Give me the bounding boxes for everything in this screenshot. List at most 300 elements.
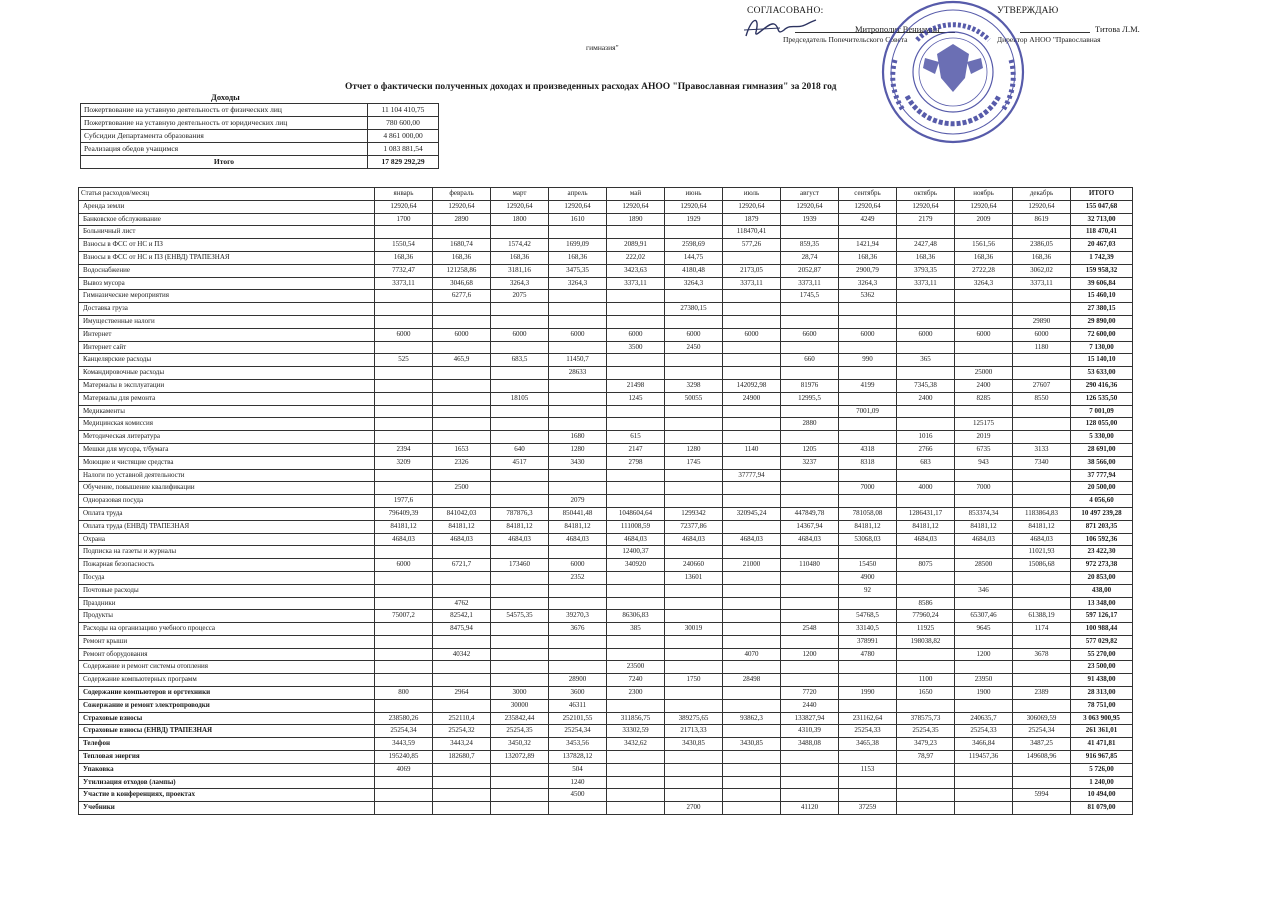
expense-month-value: 2079	[549, 495, 607, 508]
expense-row	[79, 392, 1133, 405]
expense-month-value	[549, 392, 607, 405]
expense-total: 38 566,00	[1071, 456, 1133, 469]
expense-month-value: 1240	[549, 776, 607, 789]
expense-month-value	[665, 661, 723, 674]
expense-month-value	[723, 341, 781, 354]
expense-month-value: 2400	[955, 379, 1013, 392]
expense-month-value	[607, 648, 665, 661]
expense-row	[79, 533, 1133, 546]
expense-month-value: 119457,36	[955, 751, 1013, 764]
expense-month-value	[549, 635, 607, 648]
expense-month-value	[723, 699, 781, 712]
expense-month-value: 3430	[549, 456, 607, 469]
expense-total: 916 967,85	[1071, 751, 1133, 764]
expense-month-value	[1013, 763, 1071, 776]
expense-month-value: 25000	[955, 367, 1013, 380]
expense-month-value: 3466,84	[955, 738, 1013, 751]
expense-month-value: 1183864,83	[1013, 507, 1071, 520]
expense-total: 972 273,38	[1071, 559, 1133, 572]
expense-month-value: 3298	[665, 379, 723, 392]
expense-month-value: 4684,03	[781, 533, 839, 546]
expense-month-value: 4684,03	[375, 533, 433, 546]
expense-month-value: 111008,59	[607, 520, 665, 533]
expense-month-value: 3264,3	[955, 277, 1013, 290]
expense-month-value: 11925	[897, 623, 955, 636]
expense-month-value	[549, 802, 607, 815]
expense-row	[79, 354, 1133, 367]
expense-month-value	[433, 315, 491, 328]
expense-month-value: 3264,3	[491, 277, 549, 290]
expense-month-value: 3475,35	[549, 264, 607, 277]
expense-month-value	[375, 623, 433, 636]
expense-month-value: 195240,85	[375, 751, 433, 764]
expense-month-value	[839, 392, 897, 405]
expense-month-value	[491, 495, 549, 508]
expense-month-value: 525	[375, 354, 433, 367]
expense-month-value: 12920,64	[607, 200, 665, 213]
expense-article: Интернет	[79, 328, 375, 341]
expense-total: 7 001,09	[1071, 405, 1133, 418]
expense-month-value: 683,5	[491, 354, 549, 367]
expense-month-value: 2700	[665, 802, 723, 815]
expense-month-value: 2766	[897, 443, 955, 456]
expense-month-value	[897, 699, 955, 712]
expense-article: Взносы в ФСС от НС и ПЗ	[79, 239, 375, 252]
expense-month-value: 2598,69	[665, 239, 723, 252]
expense-article: Сожержание и ремонт электропроводки	[79, 699, 375, 712]
expense-month-value: 21713,33	[665, 725, 723, 738]
expense-month-value: 850441,48	[549, 507, 607, 520]
expense-month-value: 25254,32	[433, 725, 491, 738]
expense-month-value	[375, 635, 433, 648]
expense-month-value	[897, 495, 955, 508]
expense-month-value	[897, 315, 955, 328]
expense-month-value: 943	[955, 456, 1013, 469]
expense-month-value: 15450	[839, 559, 897, 572]
expense-month-value	[607, 763, 665, 776]
expense-month-value: 18105	[491, 392, 549, 405]
expense-month-value: 853374,34	[955, 507, 1013, 520]
expense-month-value	[549, 341, 607, 354]
expense-month-value	[549, 648, 607, 661]
expense-month-value: 3450,32	[491, 738, 549, 751]
expense-month-value: 8318	[839, 456, 897, 469]
expense-month-value	[375, 379, 433, 392]
expense-month-value: 1990	[839, 687, 897, 700]
expense-month-value	[839, 226, 897, 239]
expense-month-value: 53068,03	[839, 533, 897, 546]
expense-month-value	[491, 379, 549, 392]
expense-article: Охрана	[79, 533, 375, 546]
expense-month-value	[375, 571, 433, 584]
expense-month-value: 2400	[897, 392, 955, 405]
expense-month-value: 168,36	[955, 251, 1013, 264]
expense-article: Учебники	[79, 802, 375, 815]
expense-month-value	[897, 303, 955, 316]
expense-month-value	[723, 354, 781, 367]
expense-month-value: 3678	[1013, 648, 1071, 661]
expense-month-value: 12920,64	[955, 200, 1013, 213]
expense-month-value	[491, 341, 549, 354]
expense-total: 261 361,01	[1071, 725, 1133, 738]
expense-month-value	[781, 610, 839, 623]
expense-month-value	[781, 482, 839, 495]
expense-month-value	[839, 674, 897, 687]
expense-month-value	[607, 597, 665, 610]
expense-month-value: 149608,96	[1013, 751, 1071, 764]
expense-month-value	[491, 469, 549, 482]
expense-month-value: 8550	[1013, 392, 1071, 405]
income-label: Субсидии Департамента образования	[81, 130, 368, 143]
expense-month-value: 6000	[375, 559, 433, 572]
expense-month-value: 1680	[549, 431, 607, 444]
expense-month-value: 82542,1	[433, 610, 491, 623]
expense-month-value	[1013, 571, 1071, 584]
expense-month-value	[549, 405, 607, 418]
expense-month-value: 37777,94	[723, 469, 781, 482]
expense-month-value: 132072,89	[491, 751, 549, 764]
expense-month-value: 12920,64	[433, 200, 491, 213]
expense-month-value: 9645	[955, 623, 1013, 636]
expense-month-value: 683	[897, 456, 955, 469]
expense-month-value	[607, 635, 665, 648]
expense-month-value: 3000	[491, 687, 549, 700]
expense-month-value	[955, 469, 1013, 482]
expense-month-value	[607, 802, 665, 815]
expense-month-value: 3430,85	[723, 738, 781, 751]
expense-month-value	[955, 776, 1013, 789]
expense-article: Одноразовая посуда	[79, 495, 375, 508]
expense-row	[79, 290, 1133, 303]
expense-row	[79, 674, 1133, 687]
expense-month-value: 781058,08	[839, 507, 897, 520]
expense-month-value: 3373,11	[375, 277, 433, 290]
expense-month-value: 168,36	[491, 251, 549, 264]
expense-month-value: 4199	[839, 379, 897, 392]
column-header-month: октябрь	[897, 188, 955, 201]
expense-month-value: 1977,6	[375, 495, 433, 508]
expense-month-value	[665, 226, 723, 239]
expense-month-value: 3373,11	[723, 277, 781, 290]
expense-month-value	[897, 571, 955, 584]
expense-month-value	[897, 290, 955, 303]
expense-row	[79, 635, 1133, 648]
expense-month-value	[491, 226, 549, 239]
expense-month-value	[723, 495, 781, 508]
expense-month-value	[839, 418, 897, 431]
expense-article: Утилизация отходов (лампы)	[79, 776, 375, 789]
expense-month-value: 25254,33	[839, 725, 897, 738]
expense-month-value: 11021,93	[1013, 546, 1071, 559]
expenses-header-row	[79, 188, 1133, 201]
expense-article: Банковское обслуживание	[79, 213, 375, 226]
expense-month-value	[723, 546, 781, 559]
expense-row	[79, 469, 1133, 482]
expense-month-value	[433, 763, 491, 776]
expense-article: Доставка груза	[79, 303, 375, 316]
expense-month-value	[781, 341, 839, 354]
expense-month-value	[839, 776, 897, 789]
expense-month-value: 168,36	[897, 251, 955, 264]
expense-month-value	[723, 635, 781, 648]
expense-month-value	[433, 571, 491, 584]
expense-month-value: 28498	[723, 674, 781, 687]
expense-month-value: 4684,03	[607, 533, 665, 546]
expense-month-value: 28,74	[781, 251, 839, 264]
expense-month-value: 12920,64	[723, 200, 781, 213]
expense-month-value	[781, 584, 839, 597]
expense-month-value: 1745	[665, 456, 723, 469]
expense-month-value	[375, 431, 433, 444]
expense-month-value	[665, 405, 723, 418]
expense-row	[79, 315, 1133, 328]
expense-month-value	[665, 776, 723, 789]
expense-row	[79, 725, 1133, 738]
expense-month-value	[665, 751, 723, 764]
column-header-month: июль	[723, 188, 781, 201]
expense-row	[79, 763, 1133, 776]
expense-month-value	[781, 674, 839, 687]
expense-month-value: 4684,03	[723, 533, 781, 546]
expense-month-value: 7340	[1013, 456, 1071, 469]
expense-total: 597 126,17	[1071, 610, 1133, 623]
expense-month-value	[897, 802, 955, 815]
expense-month-value: 660	[781, 354, 839, 367]
expense-month-value	[897, 418, 955, 431]
expense-month-value: 93862,3	[723, 712, 781, 725]
column-header-article: Статья расходов/месяц	[79, 188, 375, 201]
expense-month-value	[375, 802, 433, 815]
expense-month-value	[375, 776, 433, 789]
expense-article: Страховые взносы	[79, 712, 375, 725]
expense-article: Методическая литература	[79, 431, 375, 444]
expense-month-value	[375, 661, 433, 674]
expense-month-value: 29890	[1013, 315, 1071, 328]
expense-total: 5 726,00	[1071, 763, 1133, 776]
expense-month-value	[491, 648, 549, 661]
expense-month-value	[491, 776, 549, 789]
expense-month-value: 4310,39	[781, 725, 839, 738]
expense-month-value	[607, 354, 665, 367]
expense-month-value: 378991	[839, 635, 897, 648]
expense-month-value	[607, 571, 665, 584]
expense-month-value	[665, 789, 723, 802]
expense-month-value: 1699,09	[549, 239, 607, 252]
expense-row	[79, 431, 1133, 444]
expense-month-value: 8586	[897, 597, 955, 610]
expense-month-value: 1900	[955, 687, 1013, 700]
expense-month-value: 1890	[607, 213, 665, 226]
expense-month-value	[1013, 482, 1071, 495]
expense-month-value: 5362	[839, 290, 897, 303]
expense-row	[79, 379, 1133, 392]
expense-month-value: 3264,3	[665, 277, 723, 290]
expense-total: 1 742,39	[1071, 251, 1133, 264]
expense-article: Содержание компьютеров и оргтехники	[79, 687, 375, 700]
expense-month-value: 23500	[607, 661, 665, 674]
expense-month-value	[723, 763, 781, 776]
expense-row	[79, 776, 1133, 789]
expense-total: 871 203,35	[1071, 520, 1133, 533]
expense-month-value: 4070	[723, 648, 781, 661]
expense-total: 290 416,36	[1071, 379, 1133, 392]
expense-month-value: 7732,47	[375, 264, 433, 277]
expense-month-value	[607, 226, 665, 239]
expense-row	[79, 648, 1133, 661]
expense-month-value	[491, 674, 549, 687]
expense-month-value: 346	[955, 584, 1013, 597]
expense-month-value: 2052,87	[781, 264, 839, 277]
expense-month-value: 77960,24	[897, 610, 955, 623]
expense-month-value	[723, 687, 781, 700]
expense-row	[79, 559, 1133, 572]
expense-month-value	[375, 482, 433, 495]
income-label: Пожертвование на уставную деятельность от юридических лиц	[81, 117, 368, 130]
expense-month-value	[665, 610, 723, 623]
expense-article: Расходы на организацию учебного процесса	[79, 623, 375, 636]
expense-month-value: 12920,64	[665, 200, 723, 213]
expense-month-value: 1200	[955, 648, 1013, 661]
expense-month-value: 3487,25	[1013, 738, 1071, 751]
expense-row	[79, 699, 1133, 712]
expense-month-value	[665, 495, 723, 508]
expense-month-value	[549, 597, 607, 610]
expense-month-value: 2880	[781, 418, 839, 431]
expense-month-value	[607, 418, 665, 431]
income-total-value: 17 829 292,29	[368, 156, 439, 169]
expense-article: Почтовые расходы	[79, 584, 375, 597]
expense-article: Посуда	[79, 571, 375, 584]
expense-month-value: 41120	[781, 802, 839, 815]
expense-month-value: 8475,94	[433, 623, 491, 636]
expense-month-value	[375, 418, 433, 431]
expense-month-value: 1048604,64	[607, 507, 665, 520]
expense-month-value	[955, 290, 1013, 303]
expense-month-value: 3488,08	[781, 738, 839, 751]
expense-month-value: 12920,64	[1013, 200, 1071, 213]
expense-row	[79, 328, 1133, 341]
expense-month-value	[839, 495, 897, 508]
expense-month-value	[375, 405, 433, 418]
signatory-left-position: Председатель Попечительского Совета	[783, 35, 908, 44]
expense-month-value: 6000	[433, 328, 491, 341]
expense-month-value: 1680,74	[433, 239, 491, 252]
expense-month-value	[781, 546, 839, 559]
expense-month-value: 2722,28	[955, 264, 1013, 277]
expense-month-value	[665, 315, 723, 328]
expense-month-value: 23950	[955, 674, 1013, 687]
expense-month-value: 72377,86	[665, 520, 723, 533]
expense-month-value	[1013, 290, 1071, 303]
income-label: Пожертвование на уставную деятельность от физических лиц	[81, 104, 368, 117]
expense-month-value	[607, 303, 665, 316]
expense-month-value: 7001,09	[839, 405, 897, 418]
expense-month-value: 800	[375, 687, 433, 700]
expense-month-value	[665, 367, 723, 380]
expense-month-value: 11450,7	[549, 354, 607, 367]
expense-month-value	[665, 431, 723, 444]
expense-month-value: 4684,03	[665, 533, 723, 546]
expense-row	[79, 443, 1133, 456]
expense-month-value: 577,26	[723, 239, 781, 252]
expense-total: 23 500,00	[1071, 661, 1133, 674]
expense-total: 5 330,00	[1071, 431, 1133, 444]
expense-month-value	[549, 661, 607, 674]
expense-month-value	[491, 315, 549, 328]
expense-month-value: 28633	[549, 367, 607, 380]
expense-month-value	[607, 495, 665, 508]
expense-month-value: 4762	[433, 597, 491, 610]
expense-month-value	[433, 469, 491, 482]
expense-month-value: 92	[839, 584, 897, 597]
expense-month-value: 3430,85	[665, 738, 723, 751]
expense-month-value	[723, 418, 781, 431]
expense-month-value: 990	[839, 354, 897, 367]
expense-month-value: 3209	[375, 456, 433, 469]
expense-row	[79, 264, 1133, 277]
expense-month-value	[781, 367, 839, 380]
expense-month-value: 1016	[897, 431, 955, 444]
expense-month-value: 3181,16	[491, 264, 549, 277]
expense-month-value: 198038,82	[897, 635, 955, 648]
expense-month-value: 2089,91	[607, 239, 665, 252]
expense-total: 13 348,00	[1071, 597, 1133, 610]
expense-month-value	[375, 290, 433, 303]
expense-month-value: 7000	[955, 482, 1013, 495]
expense-month-value	[491, 418, 549, 431]
expense-row	[79, 200, 1133, 213]
expense-month-value	[433, 341, 491, 354]
expense-month-value	[665, 469, 723, 482]
expense-month-value: 14367,94	[781, 520, 839, 533]
expense-month-value: 27607	[1013, 379, 1071, 392]
expense-month-value	[433, 802, 491, 815]
expense-month-value: 2389	[1013, 687, 1071, 700]
expense-month-value	[549, 584, 607, 597]
expense-row	[79, 226, 1133, 239]
expense-month-value: 168,36	[433, 251, 491, 264]
expense-article: Вывоз мусора	[79, 277, 375, 290]
column-header-month: апрель	[549, 188, 607, 201]
expense-month-value: 2900,79	[839, 264, 897, 277]
expense-month-value	[781, 661, 839, 674]
expense-total: 438,00	[1071, 584, 1133, 597]
expense-month-value: 54768,5	[839, 610, 897, 623]
expense-month-value	[375, 699, 433, 712]
expense-month-value: 40342	[433, 648, 491, 661]
expense-month-value: 7240	[607, 674, 665, 687]
expense-month-value	[1013, 597, 1071, 610]
expense-month-value: 2300	[607, 687, 665, 700]
expense-month-value	[1013, 469, 1071, 482]
expense-month-value	[723, 520, 781, 533]
column-header-month: ноябрь	[955, 188, 1013, 201]
expense-month-value: 2798	[607, 456, 665, 469]
expense-month-value	[781, 405, 839, 418]
expense-month-value: 125175	[955, 418, 1013, 431]
expense-month-value: 389275,65	[665, 712, 723, 725]
expense-month-value: 4517	[491, 456, 549, 469]
expense-month-value: 306069,59	[1013, 712, 1071, 725]
expense-month-value	[375, 341, 433, 354]
expense-total: 28 313,00	[1071, 687, 1133, 700]
expense-month-value	[1013, 635, 1071, 648]
expense-month-value: 25254,34	[549, 725, 607, 738]
expense-month-value	[955, 802, 1013, 815]
expense-month-value: 311856,75	[607, 712, 665, 725]
expense-month-value: 4684,03	[433, 533, 491, 546]
expense-month-value: 168,36	[839, 251, 897, 264]
